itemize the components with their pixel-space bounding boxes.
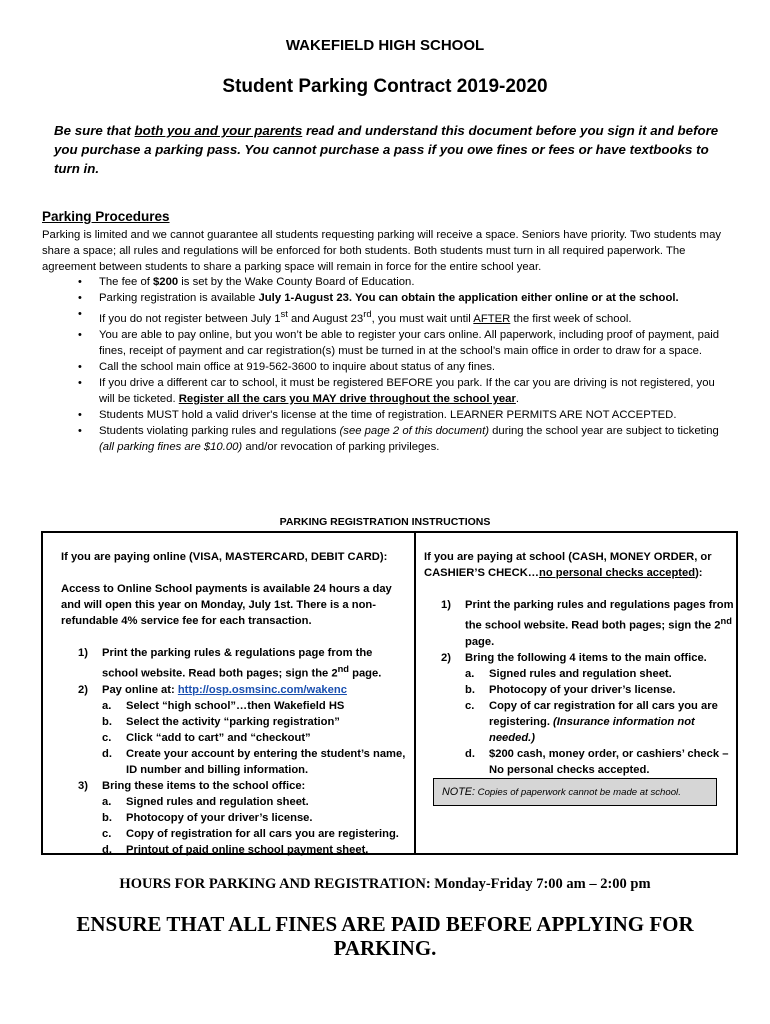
step-number: 2)	[78, 683, 88, 696]
list-item	[102, 794, 407, 810]
list-item	[78, 423, 728, 455]
bullet-icon: •	[78, 408, 82, 421]
list-item	[465, 682, 734, 698]
school-steps	[424, 597, 734, 778]
bullet-icon: •	[78, 376, 82, 389]
step-text: Bring the following 4 items to the main office.	[465, 651, 707, 664]
bullet-icon: •	[78, 328, 82, 341]
substep-letter: b.	[102, 715, 112, 728]
substep-letter: d.	[102, 843, 112, 856]
list-item	[465, 746, 734, 778]
step-text: Print the parking rules and regulations pages from the school website. Read both pages; sign the 2	[465, 599, 734, 632]
step-text: page.	[349, 667, 382, 680]
online-substeps	[102, 698, 407, 778]
superscript: rd	[363, 308, 372, 319]
parking-procedures-paragraph: Parking is limited and we cannot guarantee all students requesting parking will receive a space. Seniors have priority. Two students may share a space; all rules and regulations will be enforced for both students. Both students must turn in all required paperwork. The agreement between students to share a parking space will remain in force for the entire school year.	[42, 229, 722, 273]
list-item	[102, 730, 407, 746]
school-name: WAKEFIELD HIGH SCHOOL	[285, 37, 485, 54]
list-item	[78, 306, 728, 327]
list-item	[61, 778, 407, 858]
intro-warning	[54, 121, 734, 178]
fines-warning: ENSURE THAT ALL FINES ARE PAID BEFORE APPLYING FOR PARKING.	[76, 912, 694, 960]
list-item	[465, 698, 734, 746]
bullet-text: , you must wait until	[371, 312, 474, 325]
registration-hours: HOURS FOR PARKING AND REGISTRATION: Monday-Friday 7:00 am – 2:00 pm	[119, 876, 651, 892]
superscript: st	[280, 308, 288, 319]
intro-part1: Be sure that	[54, 123, 135, 138]
superscript: nd	[720, 616, 732, 626]
list-item	[102, 698, 407, 714]
step-number: 1)	[441, 599, 451, 611]
bullet-text: is set by the Wake County Board of Education.	[178, 276, 415, 288]
list-item	[102, 746, 407, 778]
school-items	[465, 666, 734, 778]
list-item	[465, 666, 734, 682]
registration-instructions-table	[41, 531, 738, 855]
list-item	[61, 682, 407, 778]
document-title: Student Parking Contract 2019-2020	[222, 76, 548, 97]
list-item	[78, 327, 728, 359]
substep-text: Signed rules and regulation sheet.	[489, 667, 672, 680]
note-text: Copies of paperwork cannot be made at school.	[475, 787, 681, 798]
heading-text: ):	[695, 567, 703, 579]
list-item	[61, 645, 407, 682]
bullet-text: and August 23	[287, 312, 364, 325]
heading-underlined: no personal checks accepted	[539, 567, 696, 579]
bullet-text: The fee of	[99, 276, 154, 288]
list-item	[78, 274, 728, 290]
substep-letter: c.	[102, 731, 112, 744]
substep-text: Select “high school”…then Wakefield HS	[126, 699, 345, 712]
registration-dates: July 1-August 23. You can obtain the application either online or at the school.	[258, 292, 679, 304]
substep-text: Copy of car registration for all cars you are registering.	[489, 699, 718, 728]
substep-letter: c.	[102, 827, 112, 840]
bullet-text: during the school year are subject to ticketing	[489, 424, 719, 437]
substep-text: Printout of paid online school payment sheet.	[126, 843, 369, 856]
substep-letter: d.	[102, 747, 112, 760]
substep-letter: b.	[465, 683, 475, 696]
online-steps	[61, 645, 407, 858]
substep-text: Select the activity “parking registration”	[126, 715, 340, 728]
bullet-text: the first week of school.	[510, 312, 632, 325]
step-text: Bring these items to the school office:	[102, 779, 306, 792]
bullet-icon: •	[78, 292, 82, 304]
pay-online-column	[61, 549, 407, 858]
step-text: Pay online at:	[102, 683, 178, 696]
procedures-bullet-list	[78, 274, 728, 455]
after-emphasis: AFTER	[473, 312, 511, 325]
bullet-text: If you drive a different car to school, it must be registered BEFORE you park. If the car you are driving is not registered, you will be ticketed.	[99, 376, 715, 405]
intro-underlined: both you and your parents	[134, 123, 303, 138]
list-item	[102, 714, 407, 730]
list-item	[424, 597, 734, 650]
bullet-text: and/or revocation of parking privileges.	[242, 440, 440, 453]
pay-online-heading: If you are paying online (VISA, MASTERCARD, DEBIT CARD):	[61, 551, 388, 563]
note-box	[433, 778, 717, 806]
list-item	[102, 810, 407, 826]
substep-text: Photocopy of your driver’s license.	[489, 683, 676, 696]
bullet-text: If you do not register between July 1	[99, 312, 281, 325]
list-item	[78, 359, 728, 375]
pay-at-school-column	[424, 549, 734, 778]
online-access-text: Access to Online School payments is available 24 hours a day and will open this year on Monday, July 1st. There is a non-refundable 4% service fee for each transaction.	[61, 583, 392, 627]
bullet-icon: •	[78, 276, 82, 288]
substep-text: Copy of registration for all cars you are registering.	[126, 827, 399, 840]
substep-letter: c.	[465, 699, 475, 712]
register-all-cars-emphasis: Register all the cars you MAY drive throughout the school year	[178, 392, 516, 405]
bullet-text: .	[515, 392, 519, 405]
list-item	[102, 826, 407, 842]
substep-letter: a.	[465, 667, 475, 680]
fee-amount: $200	[153, 276, 179, 288]
note-label: NOTE:	[442, 786, 475, 798]
bullet-text: Students violating parking rules and regulations	[99, 424, 340, 437]
step-text: page.	[465, 635, 495, 648]
substep-letter: a.	[102, 795, 112, 808]
substep-text: Signed rules and regulation sheet.	[126, 795, 309, 808]
pay-at-school-heading	[424, 549, 734, 581]
substep-text: Photocopy of your driver’s license.	[126, 811, 313, 824]
substep-text-italic: (Insurance information not needed.)	[489, 715, 695, 744]
parking-procedures-heading: Parking Procedures	[42, 209, 170, 224]
superscript: nd	[337, 664, 350, 674]
list-item	[78, 407, 728, 423]
bullet-icon: •	[78, 424, 82, 437]
heading-text: If you are paying at school (CASH, MONEY ORDER, or CASHIER’S CHECK…	[424, 551, 712, 579]
bullet-icon: •	[78, 360, 82, 373]
bullet-text: Students MUST hold a valid driver's license at the time of registration. LEARNER PERMITS ARE NOT ACCEPTED.	[99, 408, 677, 421]
step-number: 1)	[78, 647, 88, 659]
payment-link[interactable]: http://osp.osmsinc.com/wakenc	[177, 683, 347, 696]
intro-part2: read and understand this document before you sign it and before you purchase a parking pass. You cannot purchase a pass if you owe fines or fees or have textbooks to turn in.	[54, 123, 719, 176]
registration-instructions-heading: PARKING REGISTRATION INSTRUCTIONS	[279, 516, 491, 528]
substep-letter: b.	[102, 811, 112, 824]
bullet-text-italic: (see page 2 of this document)	[339, 424, 489, 437]
bullet-text-italic: (all parking fines are $10.00)	[99, 440, 243, 453]
bullet-text: You are able to pay online, but you won’t be able to register your cars online. All paperwork, including proof of payment, paid fines, receipt of payment and car registration(s) must be turned in at the school’s main office in order to draw for a space.	[99, 328, 720, 357]
list-item	[78, 375, 728, 407]
bullet-icon: •	[78, 308, 82, 320]
list-item	[424, 650, 734, 778]
substep-text: Create your account by entering the student’s name, ID number and billing information.	[126, 747, 406, 776]
bullet-text: Call the school main office at 919-562-3600 to inquire about status of any fines.	[99, 360, 496, 373]
substep-text: $200 cash, money order, or cashiers’ check – No personal checks accepted.	[489, 747, 729, 776]
step-text: Print the parking rules & regulations page from the school website. Read both pages; sign the 2	[102, 647, 373, 680]
office-items	[102, 794, 407, 858]
substep-letter: a.	[102, 699, 112, 712]
step-number: 2)	[441, 651, 451, 664]
substep-letter: d.	[465, 747, 475, 760]
substep-text: Click “add to cart” and “checkout”	[126, 731, 311, 744]
step-number: 3)	[78, 779, 88, 792]
list-item	[102, 842, 407, 858]
list-item	[78, 290, 728, 306]
column-divider	[414, 533, 416, 853]
bullet-text: Parking registration is available	[99, 292, 259, 304]
